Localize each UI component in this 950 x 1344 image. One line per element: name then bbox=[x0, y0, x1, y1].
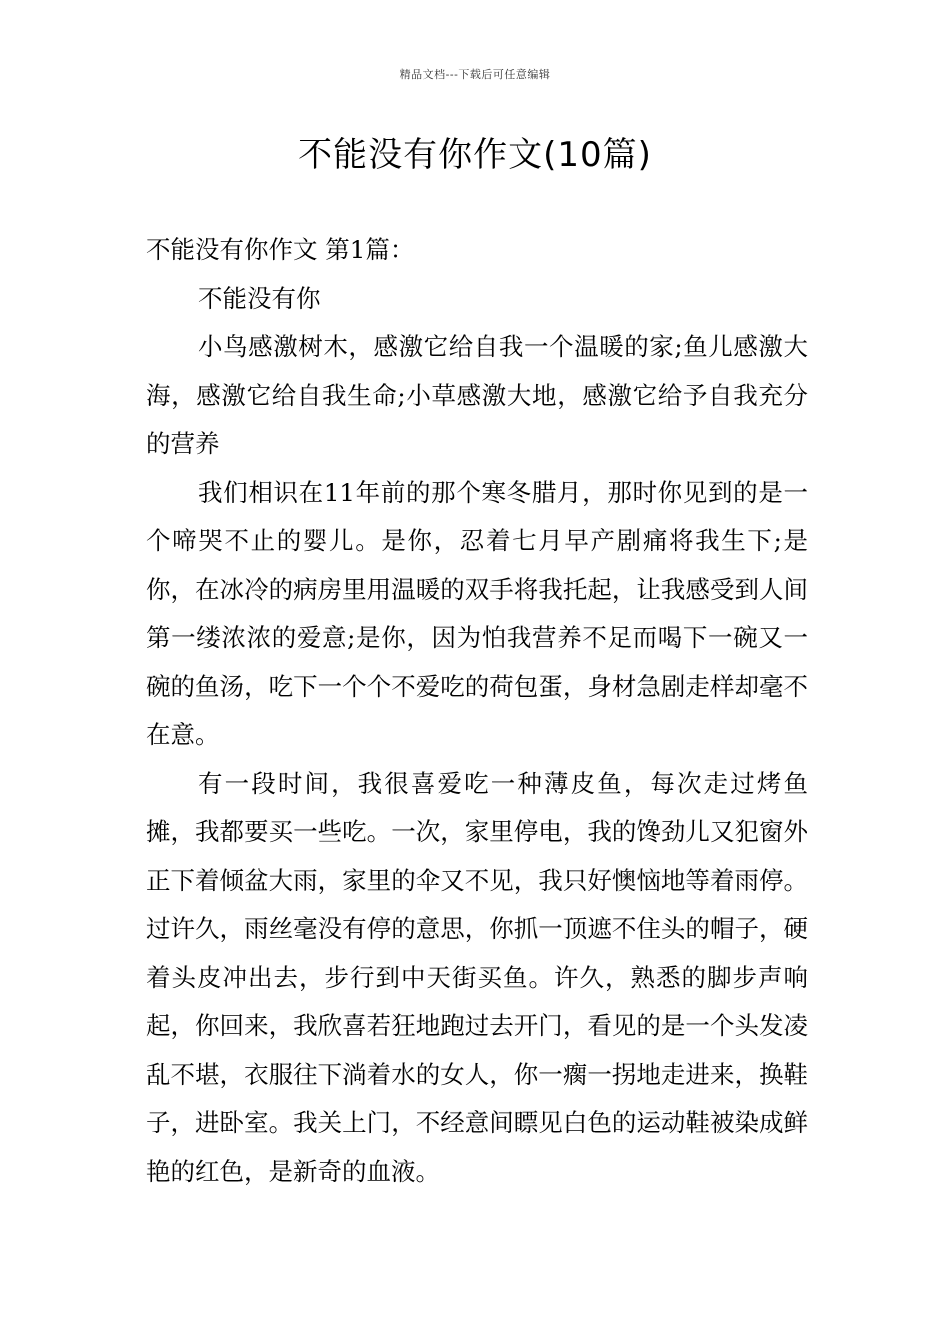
paragraph: 我们相识在11年前的那个寒冬腊月，那时你见到的是一个啼哭不止的婴儿。是你，忍着七月早产剧痛将我生下;是你，在冰冷的病房里用温暖的双手将我托起，让我感受到人间第一缕浓浓的爱意;是你，因为怕我营养不足而喝下一碗又一碗的鱼汤，吃下一个个不爱吃的荷包蛋，身材急剧走样却毫不在意。 bbox=[146, 477, 808, 749]
paragraph: 有一段时间，我很喜爱吃一种薄皮鱼，每次走过烤鱼摊，我都要买一些吃。一次，家里停电，我的馋劲儿又犯窗外正下着倾盆大雨，家里的伞又不见，我只好懊恼地等着雨停。过许久，雨丝毫没有停的意思，你抓一顶遮不住头的帽子，硬着头皮冲出去，步行到中天街买鱼。许久，熟悉的脚步声响起，你回来，我欣喜若狂地跑过去开门，看见的是一个头发凌乱不堪，衣服往下淌着水的女人，你一瘸一拐地走进来，换鞋子，进卧室。我关上门，不经意间瞟见白色的运动鞋被染成鲜艳的红色，是新奇的血液。 bbox=[146, 768, 808, 1186]
page-header-note: 精品文档---下载后可任意编辑 bbox=[399, 68, 551, 81]
section-heading: 不能没有你作文 第1篇： bbox=[146, 235, 415, 264]
document-title: 不能没有你作文(10篇) bbox=[298, 135, 652, 175]
essay-title: 不能没有你 bbox=[198, 283, 321, 313]
paragraph: 小鸟感激树木，感激它给自我一个温暖的家;鱼儿感激大海，感激它给自我生命;小草感激大地，感激它给予自我充分的营养 bbox=[146, 332, 808, 458]
document-body bbox=[146, 226, 808, 1196]
